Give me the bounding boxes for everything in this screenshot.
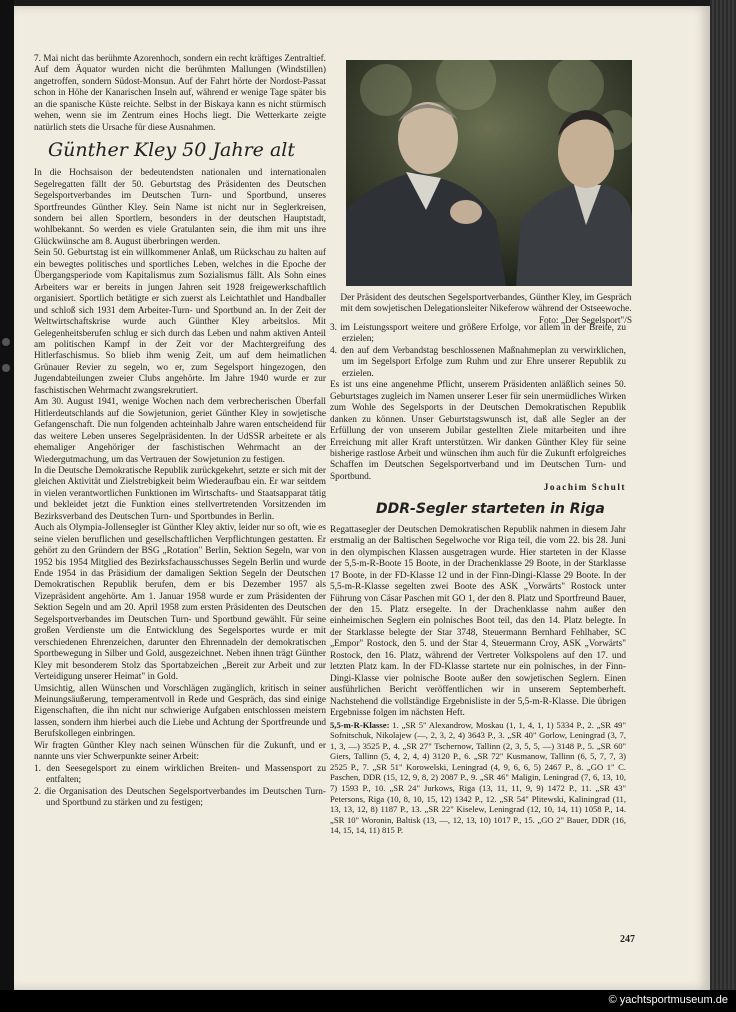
left-column — [34, 54, 326, 810]
watermark: © yachtsportmuseum.de — [608, 994, 728, 1006]
results-list — [330, 720, 626, 837]
article-title-riga: DDR-Segler starteten in Riga — [376, 500, 605, 517]
book-page-edges — [710, 0, 736, 1012]
article-paragraph: In die Hochsaison der bedeutendsten nationalen und internationalen Segelregatten fällt der 50. Geburtstag des Präsidenten des Deutschen Segelsportverbandes im Deutschen Turn- und Sportbund, unseres Sportfreundes Günther Kley. Sein Name ist nicht nur in Seglerkreisen, sondern bei allen Sportlern, besonders in der deutschen Hauptstadt, wohlbekannt. So werden es viele Gratulanten sein, die ihm mit uns ihre Glückwünsche am 8. August überbringen werden. — [34, 168, 326, 247]
photo-kley-nikeferow — [346, 60, 632, 286]
article-paragraph: Am 30. August 1941, wenige Wochen nach dem verbrecherischen Überfall Hitlerdeutschlands auf die Sowjetunion, geriet Günther Kley in sowjetische Gefangenschaft. Die nun folgenden achteinhalb Jahre waren entscheidend für das weitere Leben unseres Segelpräsidenten. In der UdSSR arbeitete er als ehemaliger Angehöriger der faschistischen Wehrmacht an der Wiedergutmachung, um das Vertrauen der Sowjetunion zu festigen. — [34, 397, 326, 465]
results-label: 5,5-m-R-Klasse: — [330, 719, 390, 730]
page-number: 247 — [620, 934, 635, 945]
article-paragraph: Umsichtig, allen Wünschen und Vorschlägen zugänglich, kritisch in seiner Meinungsäußerung, temperamentvoll in Rede und Gespräch, das sind einige Eigenschaften, die ihn nicht nur schwierige Aufgaben entschlossen meistern lassen, sondern ihm hierbei auch die Liebe und Achtung der Sportfreunde und Berufskollegen einbringen. — [34, 683, 326, 740]
goals-list — [34, 764, 326, 810]
article-paragraph: In die Deutsche Demokratische Republik zurückgekehrt, setzte er sich mit der gleichen Aktivität und Zielstrebigkeit beim Wiederaufbau ein. Er war seitdem in vielen verantwortlichen Funktionen im Wirtschafts- und Staatsapparat tätig und bekleidet jetzt die Funktion eines stellvertretenden Vorsitzenden im Bezirksverband des Deutschen Turn- und Sportbundes in Berlin. — [34, 465, 326, 522]
riga-body: Regattasegler der Deutschen Demokratischen Republik nahmen in diesem Jahr erstmalig an der Baltischen Segelwoche vor Riga teil, die vom 22. bis 28. Juni in den olympischen Klassen ausgetragen wurde. Hier starteten in der Klasse der 5,5-m-R-Boote 15 Boote, in der Drachenklasse 29 Boote, in der Starklasse 17 Boote, in der FD-Klasse 12 und in der Finn-Dingi-Klasse 29 Boote. In der 5,5-m-R-Klasse segelten zwei Boote des ASK „Vorwärts" Rostock unter Führung von Cäsar Paschen mit GO 1, der den 8. Platz und Sportfreund Bauer, der den 15. Platz ersegelte. In der Drachenklasse nahm außer den einheimischen Seglern ein polnisches Boot teil, das den 14. Platz belegte. In der Starklasse belegte der Star 3748, Steuermann Bernhard Fehlhaber, SC „Empor" Rostock, den 5. und der Star 4, Steuermann Croy, ASK „Vorwärts" Rostock, den 16. Platz, während der Vertreter Volkspolens auf den 17. und letzten Platz kam. In der FD-Klasse startete nur ein polnisches, in der Finn-Dingi-Klasse vier polnische Boote außer den sowjetischen Seglern. Einen ausführlichen Bericht veröffentlichen wir in unserem Septemberheft. Nachstehend die vollständige Ergebnisliste in der 5,5-m-R-Klasse. Die übrigen Ergebnisse folgen im nächsten Heft. — [330, 524, 626, 719]
goal-item: 1. den Seesegelsport zu einem wirklichen Breiten- und Massensport zu entfalten; — [34, 763, 326, 786]
article-author: Joachim Schult — [543, 483, 626, 494]
photo-credit: Foto: „Der Segelsport"/S — [538, 315, 632, 326]
goal-item: 2. die Organisation des Deutschen Segelsportverbandes im Deutschen Turn- und Sportbund zu stärken und zu festigen; — [34, 786, 326, 809]
goals-list-continued — [330, 323, 626, 380]
right-column — [330, 323, 626, 836]
article-paragraph: Auch als Olympia-Jollensegler ist Günther Kley aktiv, leider nur so oft, wie es seine vielen beruflichen und gesellschaftlichen Verpflichtungen gestatten. Er gehört zu den Gründern der BSG „Rotation" Berlin, Sektion Segeln, war von 1952 bis 1954 Mitglied des Bezirksfachausschusses Segeln Berlin und wurde Ende 1954 in das Präsidium der damaligen Sektion Segeln der Deutschen Demokratischen Republik berufen, dem er bis Dezember 1957 als Vizepräsident angehörte. Am 1. Januar 1958 wurde er zum Präsidenten der Sektion Segeln und am 20. April 1958 zum ersten Präsidenten des Deutschen Segelsportverbandes im Deutschen Turn- und Sportbund gewählt. Für seine großen Verdienste um die Entwicklung des Segelsportes wurde er mit verschiedenen Ehrenzeichen, darunter den Ehrennadeln der demokratischen Sportbewegung in Silber und Gold, ausgezeichnet. Neben ihnen trägt Günther Kley mit besonderem Stolz das Sportabzeichen „Bereit zur Arbeit und zur Verteidigung unserer Heimat" in Gold. — [34, 523, 326, 683]
goal-item: 4. den auf dem Verbandstag beschlossenen Maßnahmeplan zu verwirklichen, um im Segelsport Erfolge zum Ruhm und zur Ehre unserer Republik zu erzielen. — [330, 345, 626, 379]
results-text: 1. „SR 5" Alexandrow, Moskau (1, 1, 4, 1, 1) 5334 P., 2. „SR 49" Sofnitschuk, Nikolajew (—, 2, 3, 2, 4) 3643 P., 3. „SR 40" Gorlow, Leningrad (3, 7, 1, 3, —) 3525 P., 4. „SR 27" Tschernow, Tallinn (2, 3, 5, 5, —) 3148 P., 5. „SR 60" Giers, Tallinn (5, 4, 2, 4, 4) 3120 P., 6. „SR 72" Kusmanow, Tallinn (6, 5, 7, 7, 3) 2525 P., 7. „SR 51" Korowelski, Leningrad (4, 9, 6, 6, 5) 2467 P., 8. „GO 1" C. Paschen, DDR (15, 12, 9, 8, 2) 2087 P., 9. „SR 46" Maligin, Leningrad (7, 6, 13, 10, 7) 1593 P., 10. „SR 24" Jurkows, Riga (13, 11, 11, 9, 9) 1472 P., 11. „SR 43" Petersons, Riga (10, 8, 10, 15, 12) 1342 P., 12. „SR 54" Plitewski, Kaliningrad (11, 13, 13, 12, 8) 1187 P., 13. „SR 22" Kiselew, Leningrad (12, 10, 14, 11) 1058 P., 14. „SR 10" Woronin, Baltisk (13, —, 12, 13, 10) 1017 P., 15. „GO 2" Bauer, DDR (16, 14, 15, 14, 11) 815 P. — [330, 719, 626, 836]
caption-text: Der Präsident des deutschen Segelsportverbandes, Günther Kley, im Gespräch mit dem sowjetischen Delegationsleiter Nikeferow während der Ostseewoche. — [340, 293, 632, 315]
article-paragraph: Wir fragten Günther Kley nach seinen Wünschen für die Zukunft, und er nannte uns vier Schwerpunkte seiner Arbeit: — [34, 740, 326, 763]
intro-paragraph: 7. Mai nicht das berühmte Azorenhoch, sondern ein recht kräftiges Zentraltief. Auf dem Äquator wurden nicht die berühmten Mallungen (Windstillen) angetroffen, sondern Südost-Monsun. Auf der Fahrt hörte der Nordost-Passat schon in Höhe der Kanarischen Inseln auf, während er wenige Tage später bis an die spanische Küste reichte. Selbst in der Biskaya kann es nicht stürmisch wehen, wenn sie im Zentrum eines Hochs liegt. Die Wetterkarte zeigte natürlich stets die Ursache für diese Ausnahmen. — [34, 54, 326, 133]
binding-hole — [2, 338, 10, 346]
goal-item: 3. im Leistungssport weitere und größere Erfolge, vor allem in der Breite, zu erzielen; — [330, 323, 626, 345]
binding-hole — [2, 364, 10, 372]
article-title-kley: Günther Kley 50 Jahre alt — [48, 139, 295, 162]
article-paragraph: Sein 50. Geburtstag ist ein willkommener Anlaß, um Rückschau zu halten auf ein bewegtes politisches und sportliches Leben, welches in die Epoche der Übergangsperiode vom Kapitalismus zum Sozialismus fällt. Als Sohn eines Arbeiters war er bereits in jungen Jahren seit 1928 freigewerkschaftlich organisiert. Sportlich betätigte er sich zuerst als Leichtathlet und Handballer und schloß sich 1931 dem Arbeiter-Turn- und Sportbund an. In der Zeit der Weltwirtschaftskrise wurde auch Günther Kley arbeitslos. Mit Gelegenheitsberufen schlug er sich durch das Leben und nahm aktiven Anteil am politischen Kampf in der Zeit vor der Machtergreifung des Hitlerfaschismus. So blieb ihm wenig Zeit, um auf dem heimatlichen Grünauer Revier zu segeln, wo er, zum Segelsport hingezogen, den Jugendabteilungen zweier Clubs angehörte. Im Jahre 1940 wurde er zur faschistischen Wehrmacht zwangsrekrutiert. — [34, 248, 326, 396]
book-spine-left — [0, 0, 14, 1012]
article-closing: Es ist uns eine angenehme Pflicht, unserem Präsidenten anläßlich seines 50. Geburtstages zugleich im Namen unserer Leser für sein unermüdliches Wirken zum Wohle des Segelsports in der Deutschen Demokratischen Republik danken zu können. Unser Geburtstagswunsch ist, daß alle Segler an der Erfüllung der von unserem Jubilar gestellten Ziele mitarbeiten und ihre Erreichung mit aller Kraft unterstützen. Wir danken Günther Kley für seine bisherige rastlose Arbeit und wünschen ihm auch für die Zukunft erfolgreiches Schaffen im Deutschen Segelsportverband und im Deutschen Turn- und Sportbund. — [330, 380, 626, 482]
